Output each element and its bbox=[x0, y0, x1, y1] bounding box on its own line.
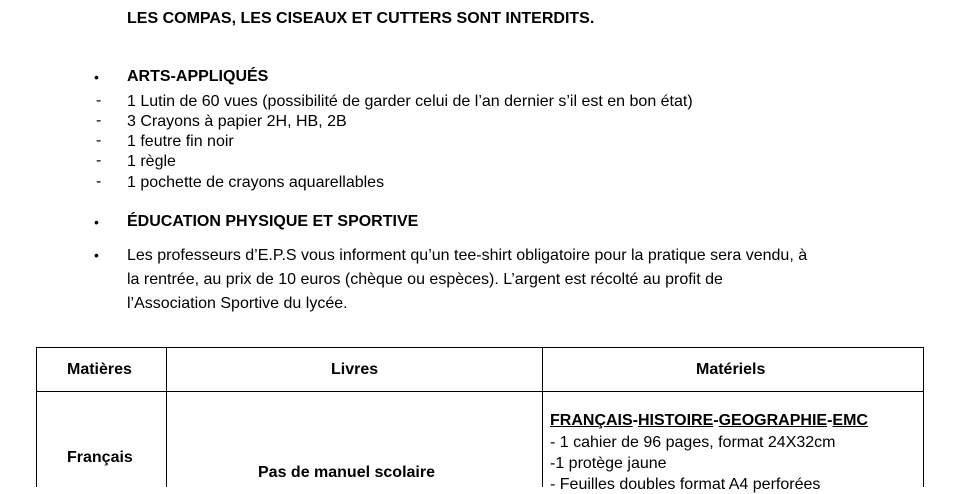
eps-bullet: • bbox=[94, 214, 99, 230]
table-border-left bbox=[36, 347, 37, 487]
arts-item-1: 1 Lutin de 60 vues (possibilité de garder celui de l’an dernier s’il est en bon état) bbox=[127, 93, 693, 110]
table-col-divider-2 bbox=[542, 347, 543, 487]
arts-dash-3: - bbox=[96, 132, 102, 149]
arts-dash-5: - bbox=[96, 173, 102, 190]
eps-para-line-2: la rentrée, au prix de 10 euros (chèque ou espèces). L’argent est récolté au profit de bbox=[127, 271, 723, 288]
eps-heading: ÉDUCATION PHYSIQUE ET SPORTIVE bbox=[127, 213, 419, 230]
materials-title-sep-2: - bbox=[713, 412, 719, 429]
materials-line-3: - Feuilles doubles format A4 perforées bbox=[550, 476, 821, 493]
arts-dash-4: - bbox=[96, 152, 102, 169]
materials-title-sep-3: - bbox=[827, 412, 833, 429]
eps-para-line-1: Les professeurs d’E.P.S vous informent qu’un tee-shirt obligatoire pour la pratique sera vendu, à bbox=[127, 247, 808, 264]
materials-title-geographie: GEOGRAPHIE bbox=[718, 412, 828, 429]
arts-heading: ARTS-APPLIQUÉS bbox=[127, 68, 269, 85]
materials-title-sep-1: - bbox=[632, 412, 638, 429]
materials-title bbox=[550, 412, 868, 430]
subject-francais: Français bbox=[67, 449, 133, 466]
table-col-divider-1 bbox=[166, 347, 167, 487]
arts-item-2: 3 Crayons à papier 2H, HB, 2B bbox=[127, 113, 347, 130]
arts-dash-1: - bbox=[96, 92, 102, 109]
table-header-divider bbox=[36, 391, 924, 392]
table-border-top bbox=[36, 347, 924, 348]
table-border-right bbox=[923, 347, 924, 487]
arts-item-4: 1 règle bbox=[127, 153, 176, 170]
eps-para-line-3: l’Association Sportive du lycée. bbox=[127, 295, 348, 312]
header-livres: Livres bbox=[331, 361, 379, 378]
materials-title-francais: FRANÇAIS bbox=[550, 412, 633, 429]
arts-dash-2: - bbox=[96, 112, 102, 129]
arts-item-5: 1 pochette de crayons aquarellables bbox=[127, 174, 385, 191]
header-materiels: Matériels bbox=[696, 361, 766, 378]
materials-title-histoire: HISTOIRE bbox=[638, 412, 714, 429]
warning-text: LES COMPAS, LES CISEAUX ET CUTTERS SONT INTERDITS. bbox=[127, 10, 595, 27]
eps-para-bullet: • bbox=[94, 247, 99, 263]
arts-item-3: 1 feutre fin noir bbox=[127, 133, 234, 150]
arts-bullet: • bbox=[94, 69, 99, 85]
materials-title-emc: EMC bbox=[832, 412, 868, 429]
materials-line-1: - 1 cahier de 96 pages, format 24X32cm bbox=[550, 434, 836, 451]
materials-line-2: -1 protège jaune bbox=[550, 455, 667, 472]
header-matieres: Matières bbox=[67, 361, 132, 378]
books-francais: Pas de manuel scolaire bbox=[258, 464, 435, 481]
